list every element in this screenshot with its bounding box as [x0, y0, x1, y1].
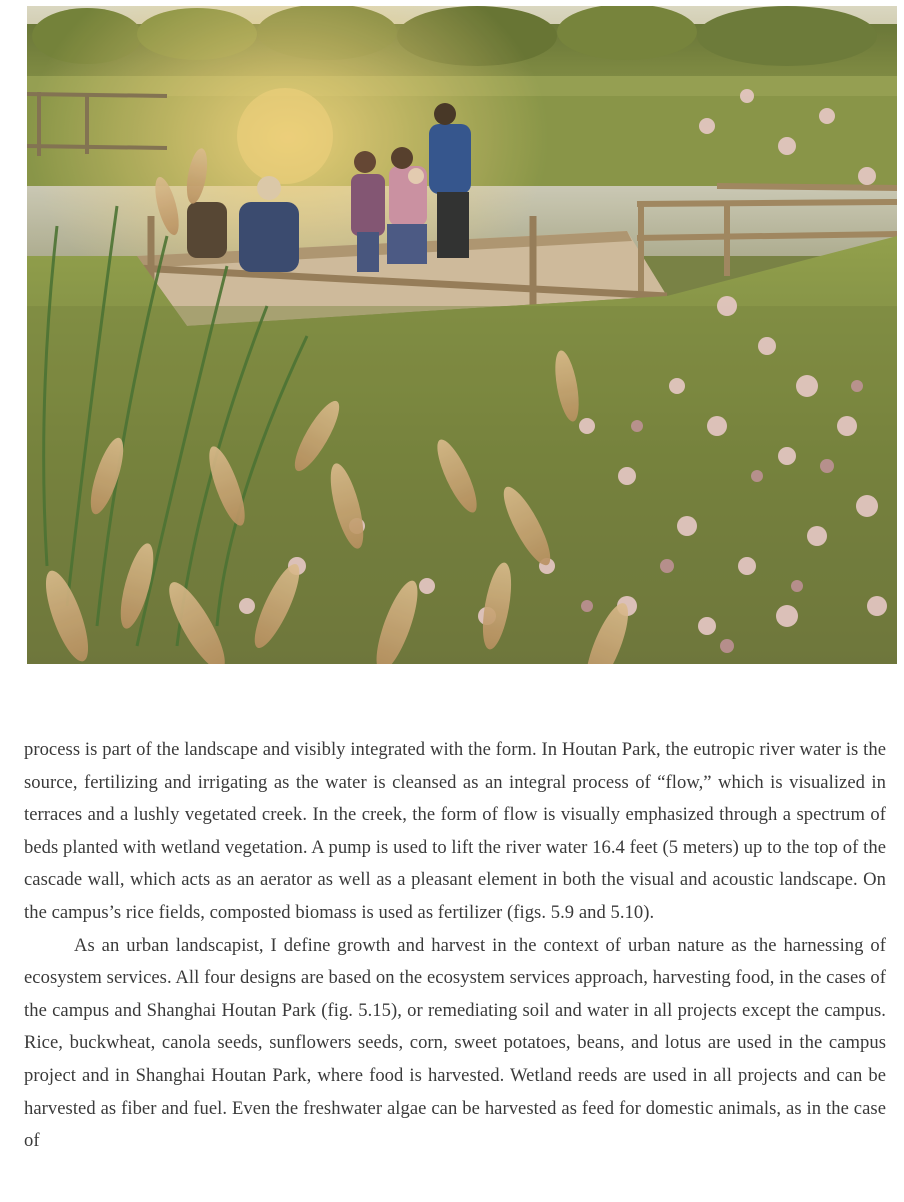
paragraph-2: As an urban landscapist, I define growth and harvest in the context of urban nature as the harnessing of ecosystem services. All four designs are based on the ecosystem services approach, harvesting food, in the cases of the campus and Shanghai Houtan Park (fig. 5.15), or remediating soil and water in all projects except the campus. Rice, buckwheat, canola seeds, sunflowers seeds, corn, sweet potatoes, beans, and lotus are used in the campus project and in Shanghai Houtan Park, where food is harvested. Wetland reeds are used in all projects and can be harvested as fiber and fuel. Even the freshwater algae can be harvested as feed for domestic animals, as in the case of [24, 934, 886, 1152]
wetland-park-illustration [27, 6, 897, 664]
wetland-park-photo [27, 6, 897, 664]
body-text [24, 734, 886, 1158]
paragraph-1: process is part of the landscape and visibly integrated with the form. In Houtan Park, the eutropic river water is the source, fertilizing and irrigating as the water is cleansed as an integral process of “flow,” which is visualized in terraces and a lushly vegetated creek. In the creek, the form of flow is visually emphasized through a spectrum of beds planted with wetland vegetation. A pump is used to lift the river water 16.4 feet (5 meters) up to the top of the cascade wall, which acts as an aerator as well as a pleasant element in both the visual and acoustic landscape. On the campus’s rice fields, composted biomass is used as fertilizer (figs. 5.9 and 5.10). [24, 739, 886, 923]
